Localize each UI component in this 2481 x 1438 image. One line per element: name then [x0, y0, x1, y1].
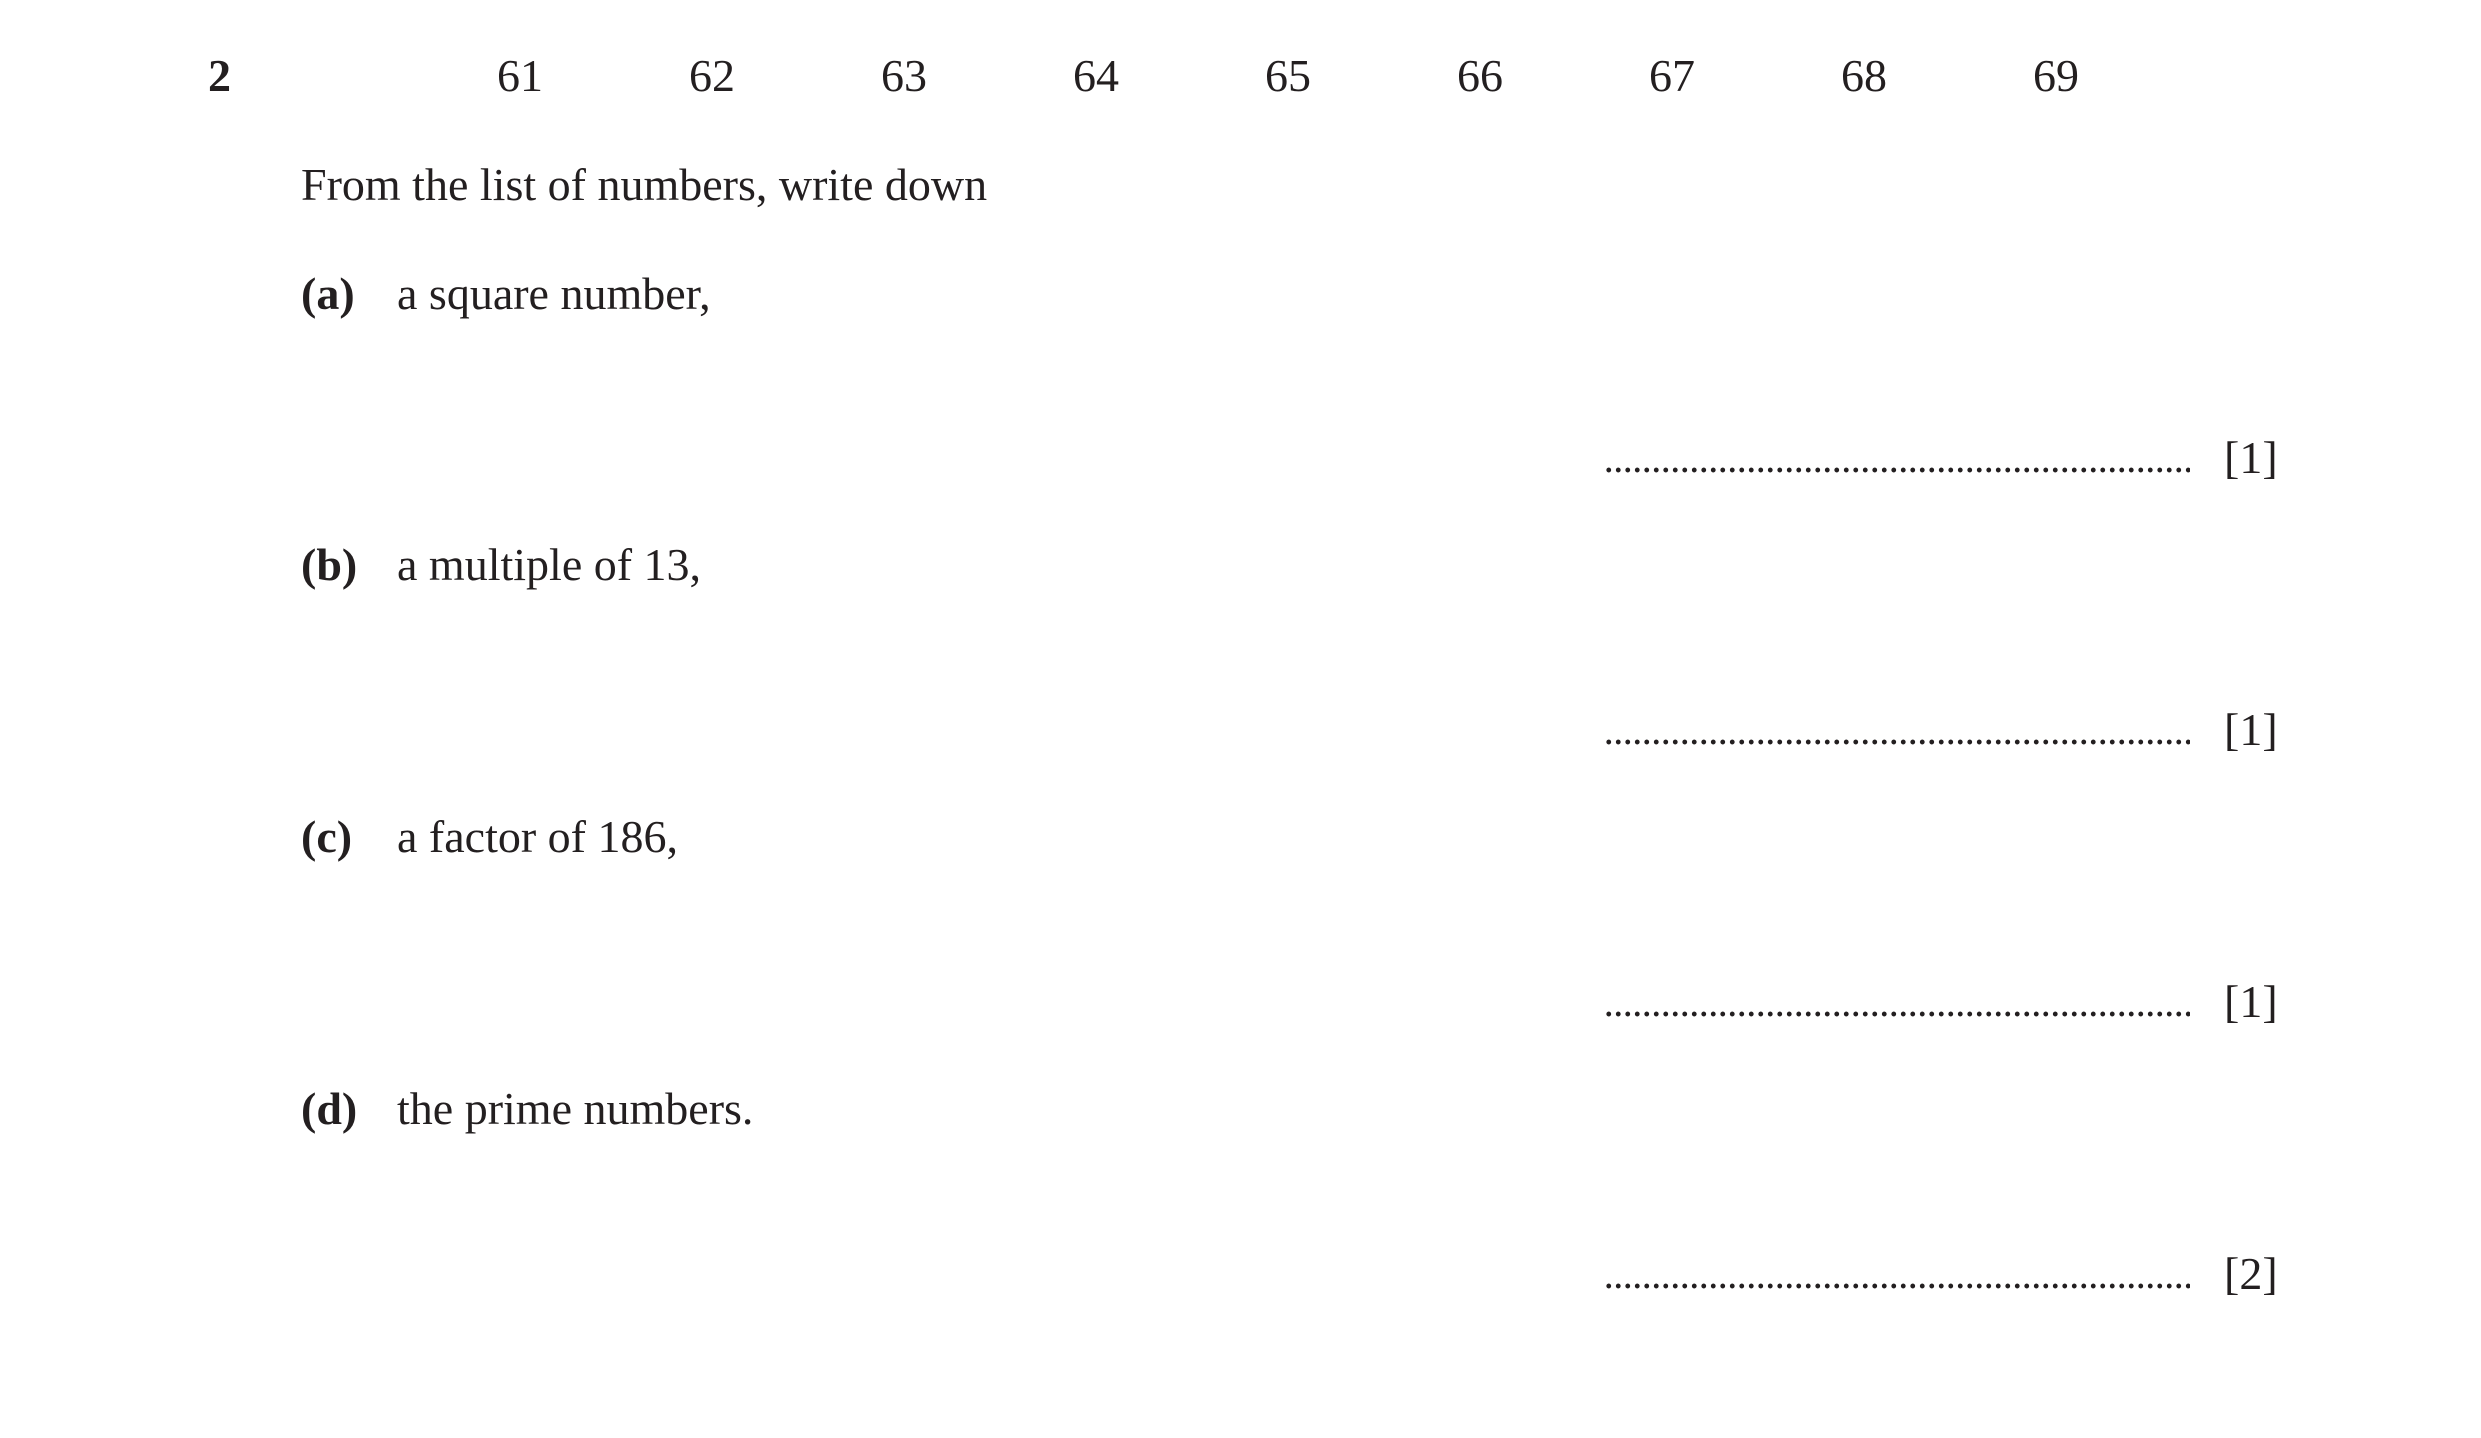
- part-text: a square number,: [397, 268, 711, 319]
- question-part-d: [301, 1081, 753, 1137]
- list-number: 65: [1265, 50, 1311, 101]
- list-number: 69: [2033, 50, 2079, 101]
- question-intro: From the list of numbers, write down: [301, 159, 988, 210]
- part-text: a multiple of 13,: [397, 539, 702, 590]
- list-number: 62: [689, 50, 735, 101]
- part-label: (c): [301, 811, 353, 862]
- marks-label: [1]: [2224, 432, 2278, 483]
- answer-line-b: [1604, 702, 2278, 758]
- question-part-a: [301, 266, 711, 322]
- answer-line-d: [1604, 1246, 2278, 1302]
- answer-field-a[interactable]: [1604, 443, 2190, 473]
- list-number: 61: [497, 50, 543, 101]
- question-part-b: [301, 537, 701, 593]
- part-label: (d): [301, 1083, 358, 1134]
- part-text: the prime numbers.: [397, 1083, 754, 1134]
- answer-field-d[interactable]: [1604, 1259, 2190, 1289]
- list-number: 66: [1457, 50, 1503, 101]
- answer-field-c[interactable]: [1604, 987, 2190, 1017]
- answer-field-b[interactable]: [1604, 715, 2190, 745]
- marks-label: [2]: [2224, 1248, 2278, 1299]
- part-label: (a): [301, 268, 355, 319]
- list-number: 63: [881, 50, 927, 101]
- part-label: (b): [301, 539, 358, 590]
- answer-line-a: [1604, 430, 2278, 486]
- question-number: 2: [208, 50, 231, 101]
- list-number: 68: [1841, 50, 1887, 101]
- marks-label: [1]: [2224, 704, 2278, 755]
- answer-line-c: [1604, 974, 2278, 1030]
- part-text: a factor of 186,: [397, 811, 678, 862]
- list-number: 64: [1073, 50, 1119, 101]
- question-part-c: [301, 809, 678, 865]
- number-list: [495, 48, 2135, 104]
- list-number: 67: [1649, 50, 1695, 101]
- marks-label: [1]: [2224, 976, 2278, 1027]
